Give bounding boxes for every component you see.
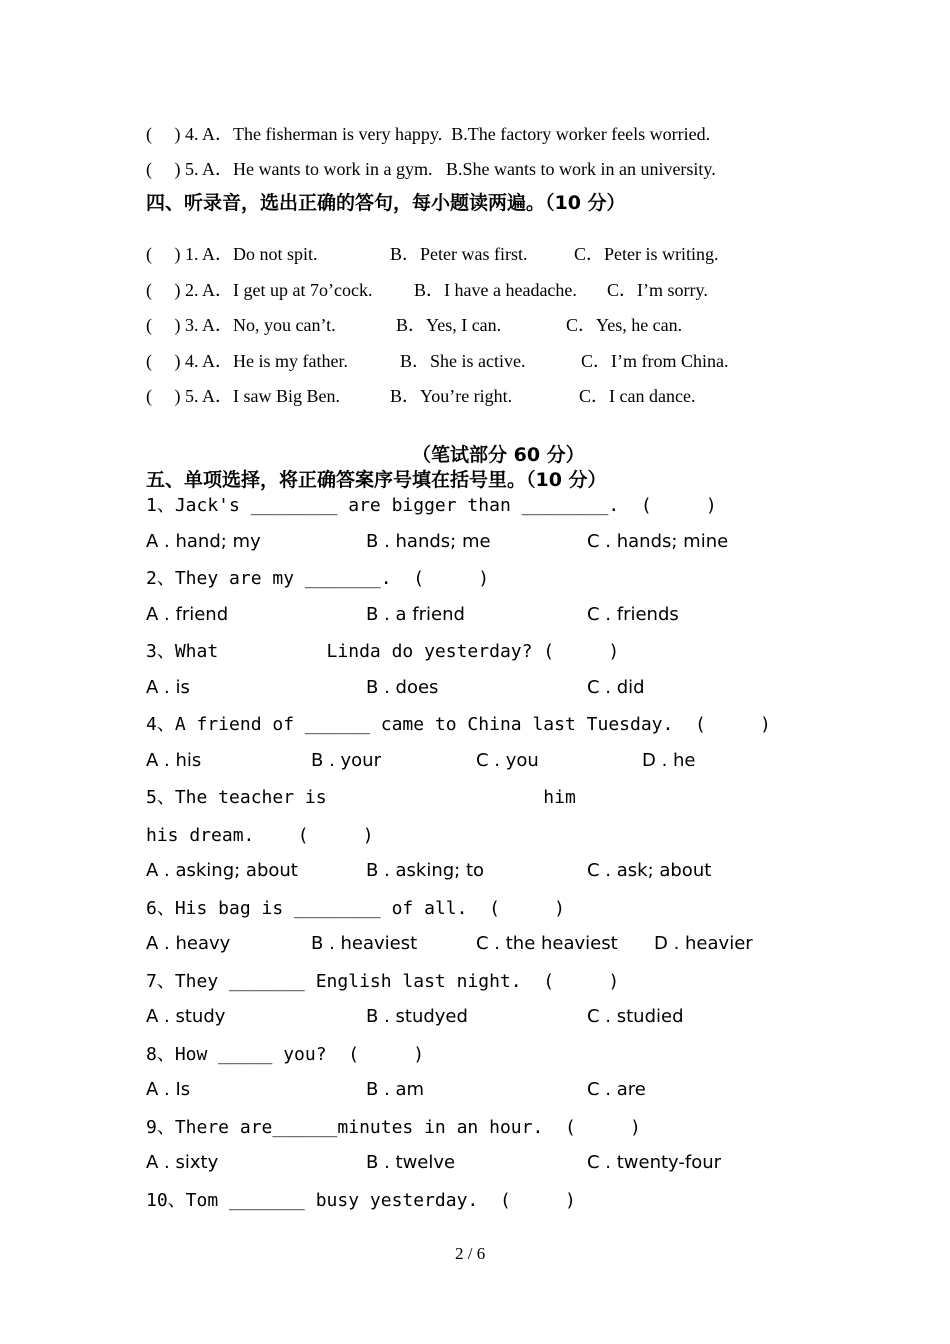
q7-option-b: B . studyed [366, 1006, 468, 1027]
q8-option-c: C . are [587, 1079, 646, 1100]
q5-option-b: B . asking; to [366, 860, 485, 881]
q8-option-a: A . Is [146, 1079, 191, 1100]
s4-item-2-b: B．I have a headache. [414, 280, 577, 300]
question-7: 7、They _______ English last night. ( ) [146, 971, 620, 992]
q8-option-b: B . am [366, 1079, 425, 1100]
q4-option-a: A . his [146, 750, 202, 771]
s4-item-3-a: ( ) 3. A．No, you can’t. [146, 315, 336, 335]
q9-option-b: B . twelve [366, 1152, 456, 1173]
s4-item-5-a: ( ) 5. A．I saw Big Ben. [146, 386, 340, 406]
q9-option-c: C . twenty-four [587, 1152, 722, 1173]
question-2: 2、They are my _______. ( ) [146, 568, 490, 589]
q3-option-c: C . did [587, 677, 645, 698]
listening-item-5: ( ) 5. A．He wants to work in a gym. B.She wants to work in an university. [146, 159, 716, 179]
q4-option-d: D . he [642, 750, 696, 771]
q5-option-c: C . ask; about [587, 860, 712, 881]
s4-item-5-b: B．You’re right. [390, 386, 513, 406]
q1-option-a: A . hand; my [146, 531, 261, 552]
q6-option-c: C . the heaviest [476, 933, 618, 954]
question-8: 8、How _____ you? ( ) [146, 1044, 425, 1065]
q4-option-c: C . you [476, 750, 539, 771]
q7-option-c: C . studied [587, 1006, 684, 1027]
listening-item-4: ( ) 4. A．The fisherman is very happy. B.The factory worker feels worried. [146, 124, 711, 144]
q6-option-a: A . heavy [146, 933, 231, 954]
s4-item-3-c: C．Yes, he can. [566, 315, 683, 335]
section4-heading: 四、听录音，选出正确的答句，每小题读两遍。（10 分） [146, 192, 626, 214]
q2-option-b: B . a friend [366, 604, 465, 625]
question-1: 1、Jack's ________ are bigger than ________. ( ) [146, 495, 717, 516]
question-4: 4、A friend of ______ came to China last Tuesday. ( ) [146, 714, 771, 735]
q3-option-b: B . does [366, 677, 439, 698]
q1-option-c: C . hands; mine [587, 531, 729, 552]
q9-option-a: A . sixty [146, 1152, 219, 1173]
q1-option-b: B . hands; me [366, 531, 491, 552]
s4-item-4-a: ( ) 4. A．He is my father. [146, 351, 348, 371]
q7-option-a: A . study [146, 1006, 226, 1027]
s4-item-1 [146, 245, 318, 263]
q3-option-a: A . is [146, 677, 190, 698]
q2-option-c: C . friends [587, 604, 679, 625]
s4-item-5-c: C．I can dance. [579, 386, 696, 406]
q6-option-d: D . heavier [654, 933, 753, 954]
question-9: 9、There are______minutes in an hour. ( ) [146, 1117, 641, 1138]
written-title: （笔试部分 60 分） [412, 444, 585, 466]
s4-item-2-a: ( ) 2. A．I get up at 7o’cock. [146, 280, 373, 300]
s4-item-4-c: C．I’m from China. [581, 351, 729, 371]
s4-item-2-c: C．I’m sorry. [607, 280, 708, 300]
question-10: 10、Tom _______ busy yesterday. ( ) [146, 1190, 576, 1211]
q6-option-b: B . heaviest [311, 933, 418, 954]
q4-option-b: B . your [311, 750, 381, 771]
s4-item-3-b: B．Yes, I can. [396, 315, 502, 335]
q5-option-a: A . asking; about [146, 860, 298, 881]
q2-option-a: A . friend [146, 604, 229, 625]
s4-item-1-c: C．Peter is writing. [574, 244, 719, 264]
page-number: 2 / 6 [455, 1244, 486, 1263]
section5-heading: 五、单项选择，将正确答案序号填在括号里。（10 分） [146, 469, 607, 491]
question-5-continued: his dream. ( ) [146, 825, 374, 846]
s4-item-1-b: B．Peter was first. [390, 244, 528, 264]
question-3: 3、What Linda do yesterday? ( ) [146, 641, 620, 662]
s4-item-1-a: ( ) 1. A．Do not spit. [146, 244, 318, 264]
s4-item-4-b: B．She is active. [400, 351, 526, 371]
question-6: 6、His bag is ________ of all. ( ) [146, 898, 565, 919]
question-5: 5、The teacher is him [146, 787, 576, 808]
